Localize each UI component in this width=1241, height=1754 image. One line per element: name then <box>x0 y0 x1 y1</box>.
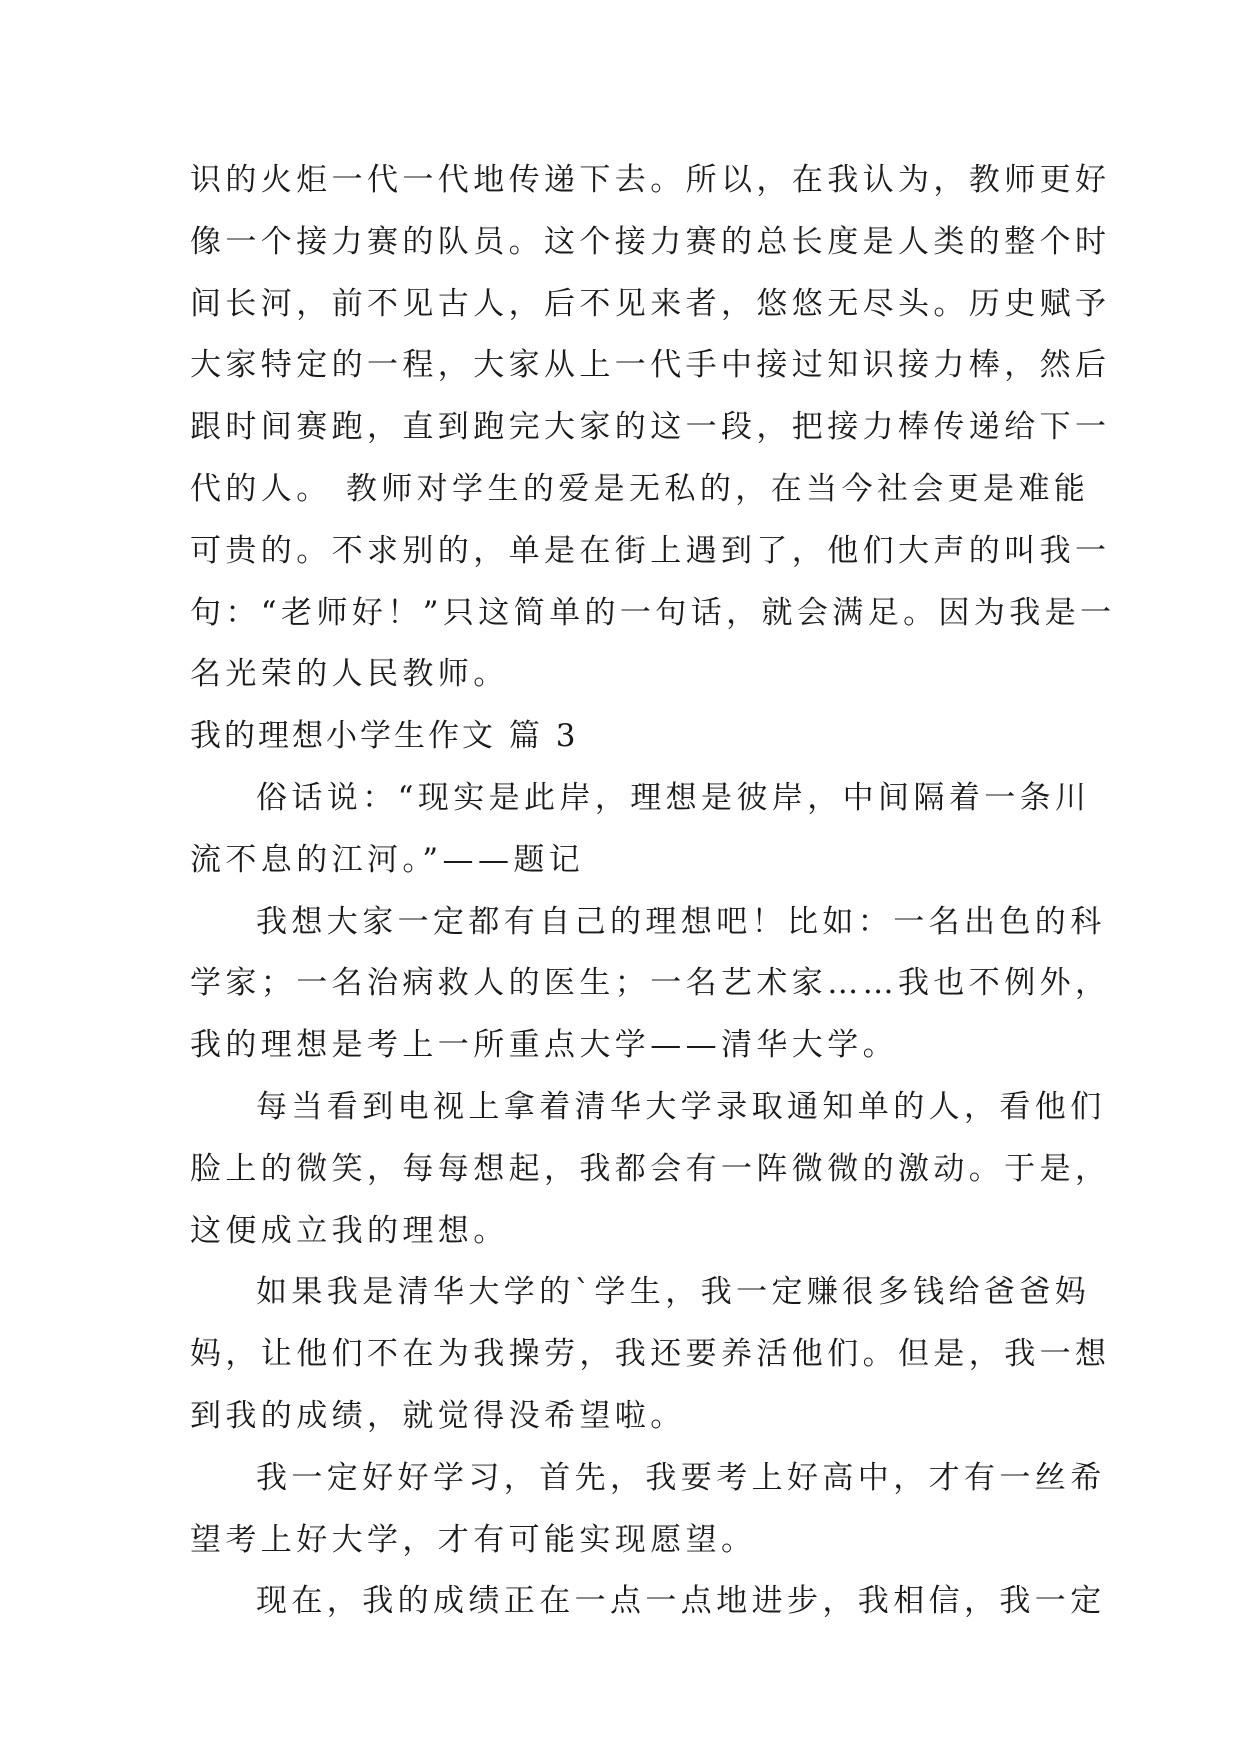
text-line: 可贵的。不求别的，单是在街上遇到了，他们大声的叫我一 <box>190 532 1111 569</box>
section-heading: 我的理想小学生作文 篇 3 <box>190 718 579 755</box>
paragraph-first-line: 现在，我的成绩正在一点一点地进步，我相信，我一定 <box>256 1583 1106 1620</box>
text-line: 大家特定的一程，大家从上一代手中接过知识接力棒，然后 <box>190 347 1111 384</box>
text-line: 代的人。 教师对学生的爱是无私的，在当今社会更是难能 <box>190 470 1090 507</box>
text-line: 句：“老师好！”只这简单的一句话，就会满足。因为我是一 <box>190 594 1116 631</box>
document-body <box>190 150 1116 1633</box>
text-line: 名光荣的人民教师。 <box>190 656 509 693</box>
text-line: 这便成立我的理想。 <box>190 1212 509 1249</box>
paragraph-first-line: 每当看到电视上拿着清华大学录取通知单的人，看他们 <box>256 1088 1106 1125</box>
text-line: 跟时间赛跑，直到跑完大家的这一段，把接力棒传递给下一 <box>190 409 1111 446</box>
text-line: 识的火炬一代一代地传递下去。所以，在我认为，教师更好 <box>190 162 1111 198</box>
paragraph-first-line: 俗话说：“现实是此岸，理想是彼岸，中间隔着一条川 <box>256 779 1091 816</box>
text-line: 间长河，前不见古人，后不见来者，悠悠无尽头。历史赋予 <box>190 285 1111 322</box>
text-line: 到我的成绩，就觉得没希望啦。 <box>190 1397 686 1434</box>
text-line: 像一个接力赛的队员。这个接力赛的总长度是人类的整个时 <box>190 223 1111 260</box>
text-line: 我的理想是考上一所重点大学——清华大学。 <box>190 1027 898 1064</box>
text-line: 脸上的微笑，每每想起，我都会有一阵微微的激动。于是， <box>190 1150 1111 1187</box>
text-line: 望考上好大学，才有可能实现愿望。 <box>190 1521 757 1558</box>
text-line: 妈，让他们不在为我操劳，我还要养活他们。但是，我一想 <box>190 1336 1111 1373</box>
paragraph-first-line: 如果我是清华大学的`学生，我一定赚很多钱给爸爸妈 <box>256 1274 1091 1311</box>
paragraph-first-line: 我想大家一定都有自己的理想吧！比如：一名出色的科 <box>256 903 1106 940</box>
paragraph-first-line: 我一定好好学习，首先，我要考上好高中，才有一丝希 <box>256 1459 1106 1496</box>
text-line: 流不息的江河。”——题记 <box>190 841 585 878</box>
text-line: 学家；一名治病救人的医生；一名艺术家……我也不例外， <box>190 965 1111 1002</box>
